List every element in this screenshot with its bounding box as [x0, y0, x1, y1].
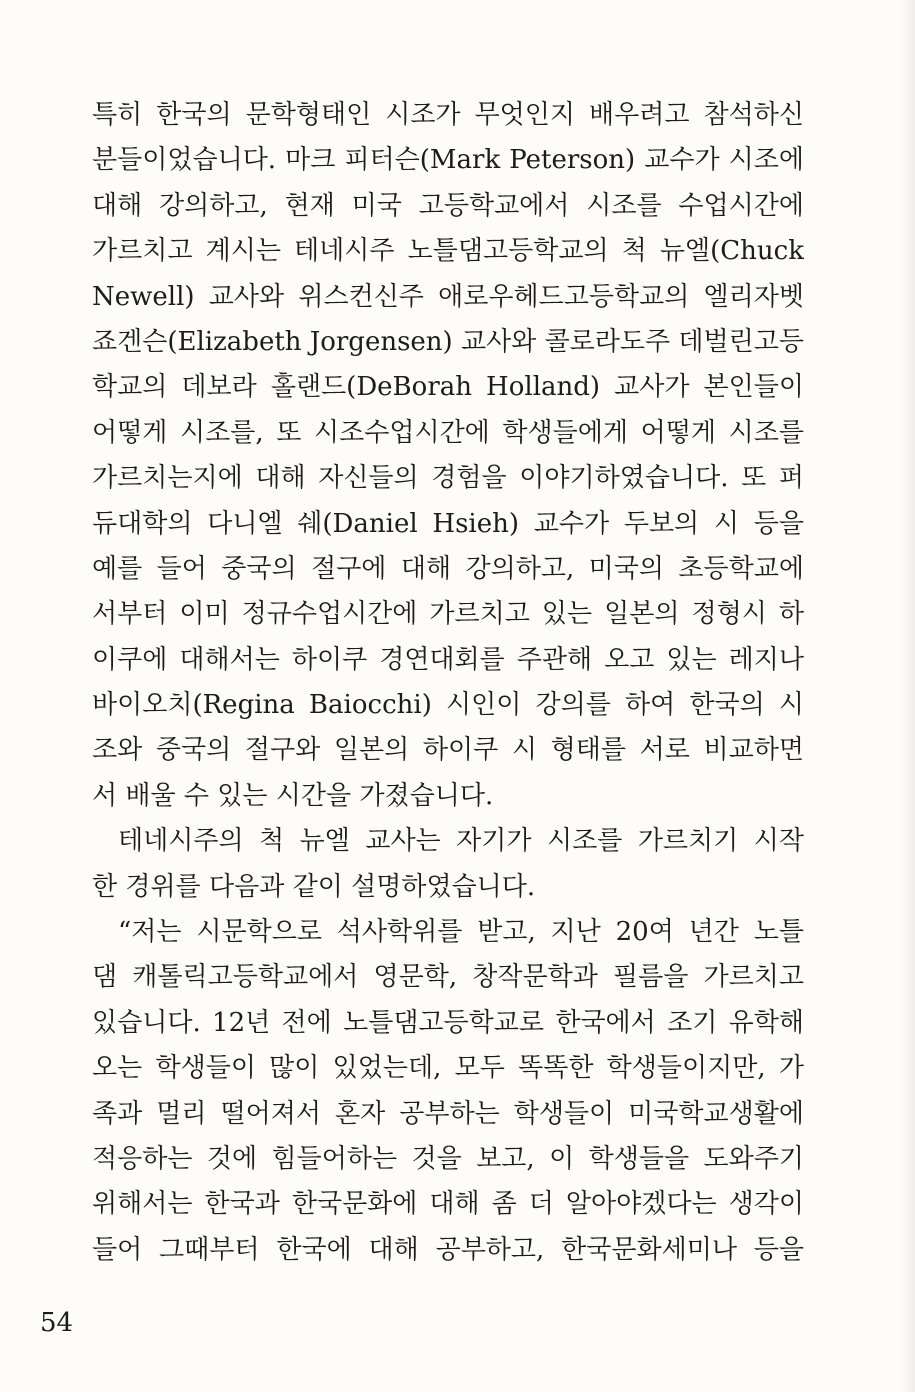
text-line: 듀대학의 다니엘 쉐(Daniel Hsieh) 교수가 두보의 시 등을: [92, 508, 804, 539]
text-line: 서 배울 수 있는 시간을 가졌습니다.: [92, 780, 494, 811]
text-line: 특히 한국의 문학형태인 시조가 무엇인지 배우려고 참석하신: [92, 100, 804, 130]
text-line: 바이오치(Regina Baiocchi) 시인이 강의를 하여 한국의 시: [92, 690, 804, 721]
page-edge-shadow: [901, 0, 915, 1392]
text-line: 서부터 이미 정규수업시간에 가르치고 있는 일본의 정형시 하: [92, 599, 804, 630]
text-line: 적응하는 것에 힘들어하는 것을 보고, 이 학생들을 도와주기: [92, 1143, 804, 1174]
text-line: 조와 중국의 절구와 일본의 하이쿠 시 형태를 서로 비교하면: [92, 735, 804, 766]
text-line: 분들이었습니다. 마크 피터슨(Mark Peterson) 교수가 시조에: [92, 145, 804, 176]
text-line: Newell) 교사와 위스컨신주 애로우헤드고등학교의 엘리자벳: [92, 281, 804, 312]
text-line: 대해 강의하고, 현재 미국 고등학교에서 시조를 수업시간에: [92, 190, 804, 221]
text-line: 위해서는 한국과 한국문화에 대해 좀 더 알아야겠다는 생각이: [92, 1189, 804, 1220]
text-line: 테네시주의 척 뉴엘 교사는 자기가 시조를 가르치기 시작: [118, 826, 804, 857]
text-line: 있습니다. 12년 전에 노틀댐고등학교로 한국에서 조기 유학해: [92, 1007, 804, 1038]
text-line: 학교의 데보라 홀랜드(DeBorah Holland) 교사가 본인들이: [92, 372, 804, 403]
text-line: 가르치고 계시는 테네시주 노틀댐고등학교의 척 뉴엘(Chuck: [92, 236, 804, 267]
text-line: 족과 멀리 떨어져서 혼자 공부하는 학생들이 미국학교생활에: [92, 1098, 804, 1129]
text-line: 예를 들어 중국의 절구에 대해 강의하고, 미국의 초등학교에: [92, 553, 804, 584]
text-line: 이쿠에 대해서는 하이쿠 경연대회를 주관해 오고 있는 레지나: [92, 644, 804, 675]
text-line: “저는 시문학으로 석사학위를 받고, 지난 20여 년간 노틀: [118, 917, 804, 948]
text-line: 댐 캐톨릭고등학교에서 영문학, 창작문학과 필름을 가르치고: [92, 962, 804, 993]
text-line: 가르치는지에 대해 자신들의 경험을 이야기하였습니다. 또 퍼: [92, 463, 804, 494]
text-line: 한 경위를 다음과 같이 설명하였습니다.: [92, 871, 536, 902]
text-line: 들어 그때부터 한국에 대해 공부하고, 한국문화세미나 등을: [92, 1234, 804, 1265]
text-line: 오는 학생들이 많이 있었는데, 모두 똑똑한 학생들이지만, 가: [92, 1053, 804, 1084]
text-line: 죠겐슨(Elizabeth Jorgensen) 교사와 콜로라도주 데벌린고등: [92, 326, 804, 357]
page-number: 54: [40, 1308, 74, 1338]
text-line: 어떻게 시조를, 또 시조수업시간에 학생들에게 어떻게 시조를: [92, 417, 804, 448]
body-text: [92, 93, 804, 1273]
